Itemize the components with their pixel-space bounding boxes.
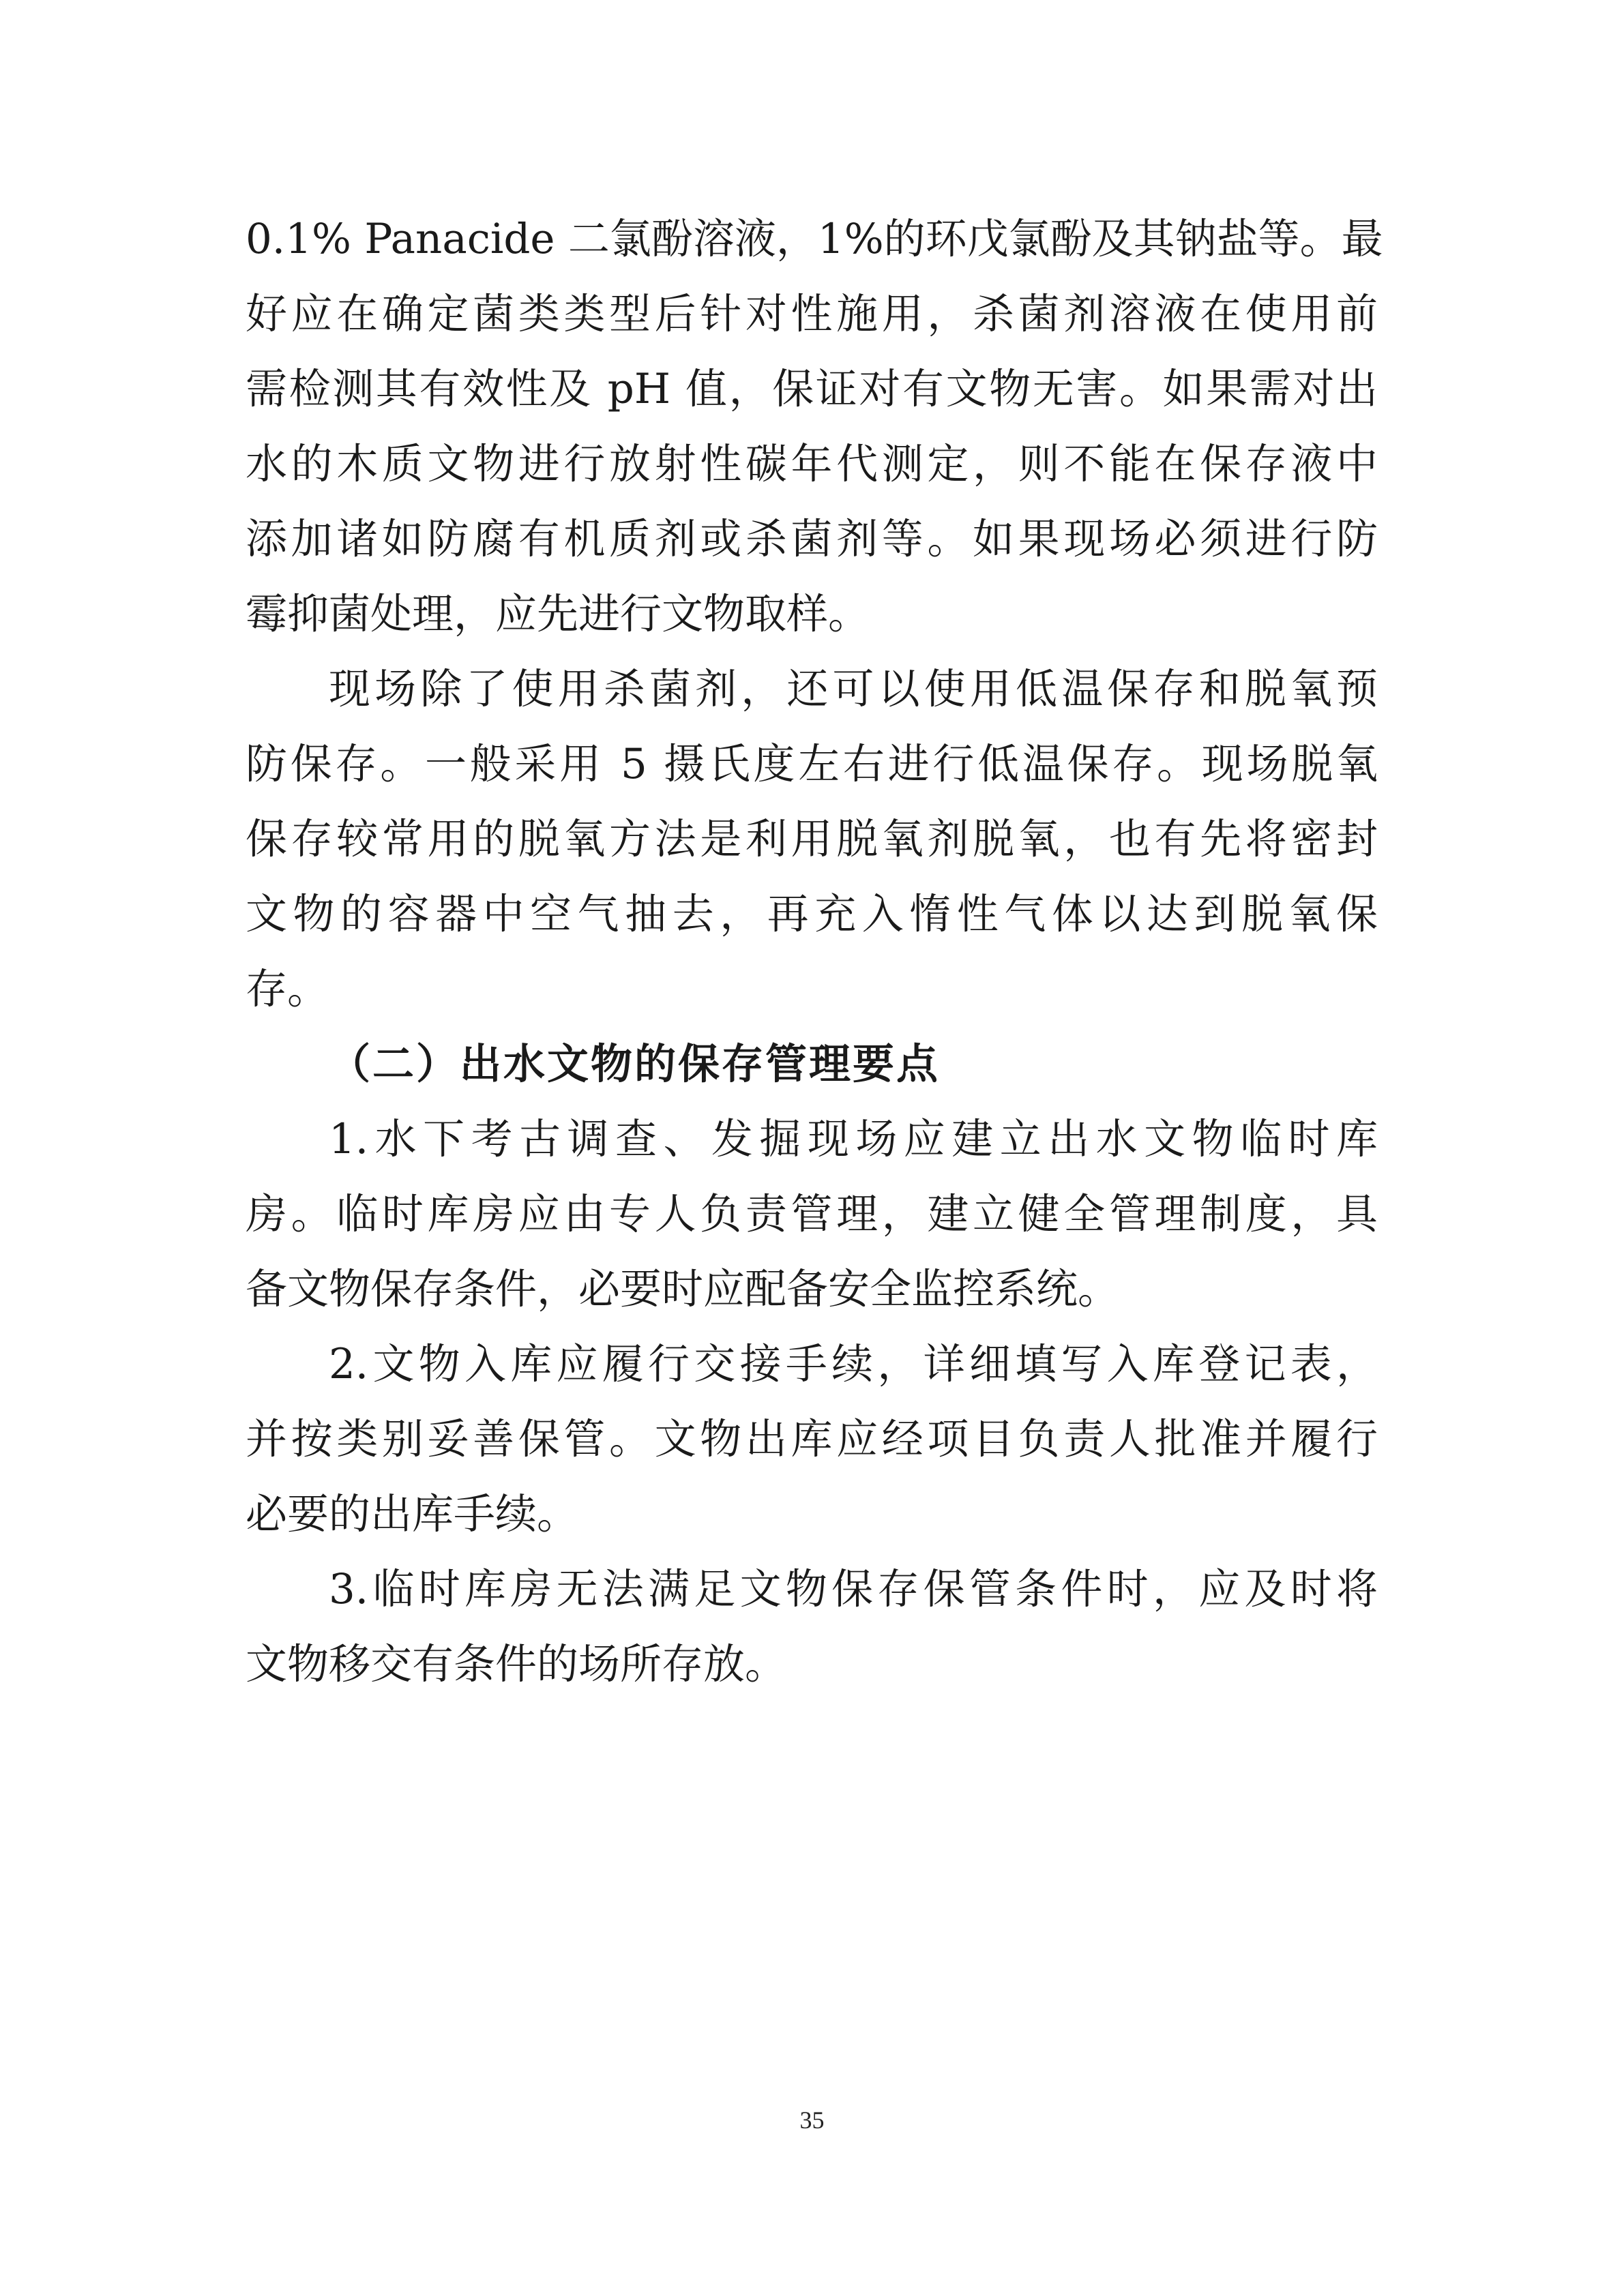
paragraph-line: 防保存。一般采用 5 摄氏度左右进行低温保存。现场脱氧 xyxy=(246,740,1378,788)
paragraph-line: 现场除了使用杀菌剂，还可以使用低温保存和脱氧预 xyxy=(329,665,1378,713)
section-heading: （二）出水文物的保存管理要点 xyxy=(329,1040,941,1088)
paragraph-line: 存。 xyxy=(246,965,329,1013)
list-item-line: 文物移交有条件的场所存放。 xyxy=(246,1640,787,1688)
paragraph-line: 0.1% Panacide 二氯酚溶液，1%的环戊氯酚及其钠盐等。最 xyxy=(246,215,1383,263)
paragraph-line: 添加诸如防腐有机质剂或杀菌剂等。如果现场必须进行防 xyxy=(246,515,1378,563)
list-item-line: 房。临时库房应由专人负责管理，建立健全管理制度，具 xyxy=(246,1190,1378,1238)
list-item-line: 1.水下考古调查、发掘现场应建立出水文物临时库 xyxy=(329,1115,1378,1163)
paragraph-line: 文物的容器中空气抽去，再充入惰性气体以达到脱氧保 xyxy=(246,890,1378,938)
paragraph-line: 保存较常用的脱氧方法是利用脱氧剂脱氧，也有先将密封 xyxy=(246,815,1378,863)
paragraph-line: 水的木质文物进行放射性碳年代测定，则不能在保存液中 xyxy=(246,440,1378,488)
body-text xyxy=(246,202,1383,1702)
list-item-line: 3.临时库房无法满足文物保存保管条件时，应及时将 xyxy=(329,1565,1378,1613)
list-item-line: 必要的出库手续。 xyxy=(246,1490,579,1538)
paragraph-line: 需检测其有效性及 pH 值，保证对有文物无害。如果需对出 xyxy=(246,365,1378,413)
list-item-line: 备文物保存条件，必要时应配备安全监控系统。 xyxy=(246,1265,1120,1313)
list-item-line: 2.文物入库应履行交接手续，详细填写入库登记表， xyxy=(329,1340,1378,1388)
page-number: 35 xyxy=(799,2106,825,2134)
list-item-line: 并按类别妥善保管。文物出库应经项目负责人批准并履行 xyxy=(246,1415,1378,1463)
paragraph-line: 好应在确定菌类类型后针对性施用，杀菌剂溶液在使用前 xyxy=(246,290,1378,338)
paragraph-line: 霉抑菌处理，应先进行文物取样。 xyxy=(246,590,870,638)
